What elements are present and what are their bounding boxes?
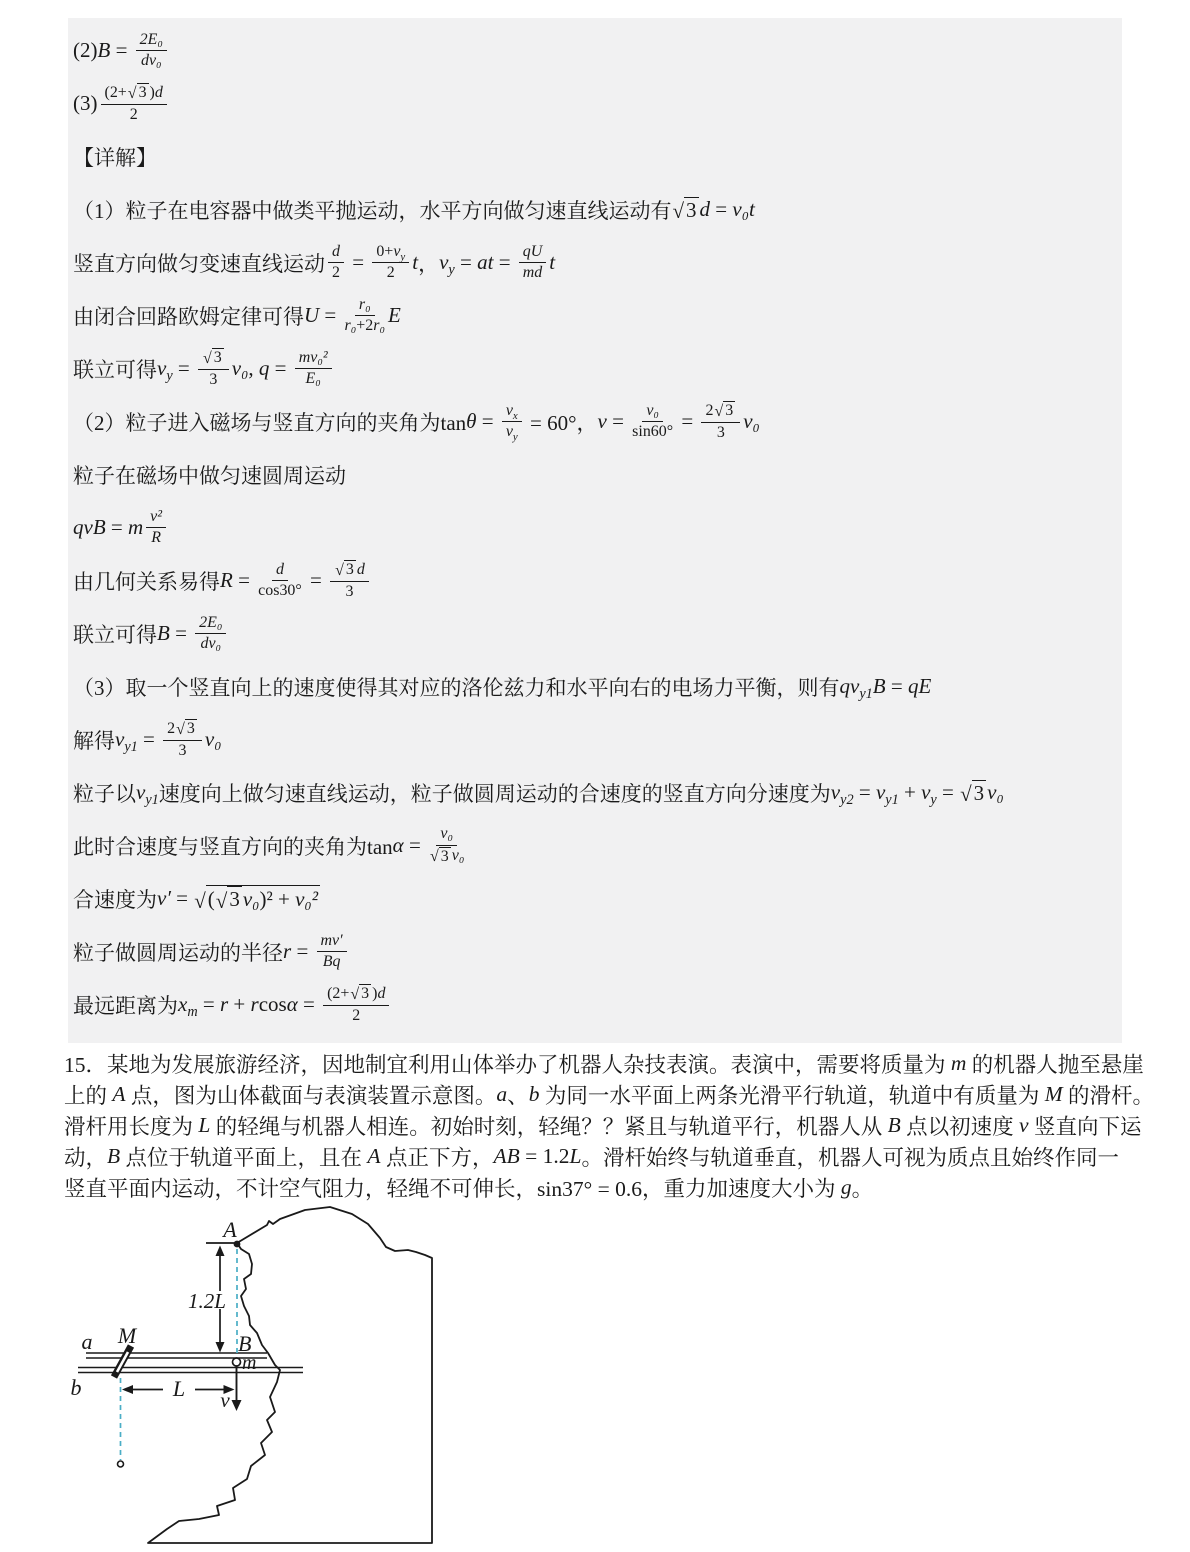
text-run: 竖直向下运 (1028, 1115, 1142, 1139)
text-run: 的滑杆。 (1062, 1084, 1155, 1108)
text-run: = (137, 727, 161, 751)
text-run: 点以初速度 (900, 1115, 1020, 1139)
math-var: $v_y$ (393, 242, 406, 263)
label-rail-b: b (70, 1375, 82, 1400)
label-point-a: A (223, 1217, 237, 1242)
text-run: = (319, 303, 342, 327)
text-run: cos (258, 992, 287, 1016)
text-run: = (454, 250, 478, 274)
text-run: 最远距离为 (73, 993, 178, 1018)
math-run: A (112, 1082, 126, 1106)
text-run: 3 (361, 985, 370, 1003)
text-run: = (169, 621, 193, 645)
fraction (317, 932, 347, 972)
text-run: 由几何关系易得 (73, 569, 220, 594)
text-run: 15．某地为发展旅游经济，因地制宜利用山体举办了机器人杂技表演。表演中，需要将质量为 (64, 1053, 951, 1077)
math-run: v₀ (987, 780, 1004, 804)
formula-line (73, 660, 1114, 713)
formula-line (64, 1172, 1149, 1203)
math-run: AB (493, 1144, 520, 1168)
sqrt: √ 3 (714, 402, 734, 420)
math-run: r₀ (344, 317, 357, 334)
math-run: r (283, 939, 292, 963)
math-run: qE (907, 674, 932, 698)
rail-b (78, 1368, 303, 1373)
label-point-b: B (238, 1331, 252, 1356)
text-run: 点，图为山体截面与表演装置示意图。 (125, 1084, 497, 1108)
text-run: (2+ (327, 984, 350, 1002)
text-run: 粒子以 (73, 781, 136, 806)
math-run: α (392, 833, 404, 857)
math-run: R (220, 568, 233, 592)
problem15-text (64, 1048, 1155, 1203)
solution-lines (73, 24, 1114, 1031)
math-run: q (258, 356, 270, 380)
text-run: = (304, 568, 328, 592)
label-rope-length: L (172, 1376, 186, 1401)
math-run: A (367, 1144, 381, 1168)
text-run: , (248, 356, 259, 380)
sqrt: √ 3 (127, 84, 147, 102)
math-run: v (597, 409, 607, 433)
text-run: 粒子在磁场中做匀速圆周运动 (73, 463, 346, 488)
math-run: dv₀ (200, 635, 222, 652)
math-run: v₀ (242, 886, 260, 911)
text-run: 3 (716, 423, 725, 441)
subscript: m (187, 1004, 198, 1021)
math-run: v₀² (295, 886, 319, 911)
math-run: d (332, 242, 340, 260)
fraction (328, 243, 344, 283)
mountain-outline (148, 1207, 432, 1543)
text-run: 的轻绳与机器人相连。初始时刻，轻绳？？紧且与轨道平行，机器人从 (210, 1115, 888, 1139)
math-run: d (699, 197, 711, 221)
text-run: sin60° (632, 423, 674, 440)
label-velocity: v (220, 1388, 230, 1412)
text-run: 3 (138, 84, 147, 102)
sqrt: √ ( √ 3 v₀ )² + v₀² (194, 886, 319, 913)
text-run: 3 (229, 887, 240, 911)
formula-line (73, 130, 1114, 183)
formula-line (73, 925, 1114, 978)
text-run: 滑杆用长度为 (64, 1115, 199, 1139)
subscript: y (400, 250, 406, 263)
math-run: q (839, 674, 850, 698)
fraction (372, 243, 409, 283)
math-run: 2E₀ (139, 30, 163, 48)
math-run: L (569, 1144, 582, 1168)
math-run: B (157, 621, 170, 645)
text-run: cos30° (258, 582, 302, 599)
subscript: y (448, 262, 455, 279)
text-run: ) (372, 984, 378, 1002)
sqrt: √ 3 (335, 561, 354, 579)
math-run: t (412, 250, 419, 274)
math-var: $v_{y1}$ (850, 674, 873, 703)
text-run: 3 (209, 370, 218, 388)
sqrt: √ 3 (672, 197, 697, 224)
text-run: 3 (725, 402, 734, 420)
math-run: b (528, 1082, 540, 1106)
text-run: （1）粒子在电容器中做类平抛运动，水平方向做匀速直线运动有 (73, 198, 672, 223)
arrowhead-up (216, 1246, 225, 1257)
sqrt: √ 3 (960, 780, 985, 807)
math-run: t (549, 250, 556, 274)
text-run: 【详解】 (73, 145, 157, 170)
math-run: at (477, 250, 494, 274)
math-run: B (97, 38, 111, 62)
fraction (632, 402, 673, 442)
formula-line (73, 342, 1114, 395)
math-var: $v_{y2}$ (830, 780, 854, 809)
text-run: 3 (186, 720, 195, 738)
math-run: qU (522, 242, 543, 260)
math-run: v₀ (743, 409, 760, 433)
text-run: 。 (851, 1177, 874, 1201)
math-run: U (304, 303, 320, 327)
text-run: 的机器人抛至悬崖 (966, 1053, 1144, 1077)
solution-panel (68, 18, 1122, 1043)
text-run: 2 (129, 105, 138, 123)
text-run: 上的 (64, 1084, 113, 1108)
math-run: Bq (322, 953, 341, 970)
fraction (198, 348, 229, 389)
math-var: $v_{y1}$ (115, 727, 138, 756)
math-run: v (1019, 1113, 1029, 1137)
math-run: m (950, 1051, 967, 1075)
subscript: y (512, 431, 518, 444)
formula-line (73, 713, 1114, 766)
math-run: v₀ (440, 825, 454, 843)
text-run: = (232, 568, 256, 592)
math-run: M (1044, 1082, 1063, 1106)
text-run: = 1.2 (519, 1144, 570, 1168)
text-run: +2 (356, 317, 374, 334)
math-run: r (250, 992, 259, 1016)
math-run: α (286, 992, 298, 1016)
text-run: = (710, 197, 733, 221)
math-run: v² (150, 507, 163, 525)
subscript: y (930, 792, 937, 809)
subscript: y2 (840, 792, 854, 809)
label-height: 1.2L (188, 1289, 226, 1313)
text-run: 解得 (73, 728, 115, 753)
text-run: 动， (64, 1146, 108, 1170)
text-run: = (885, 674, 908, 698)
text-run: = 60°， (524, 410, 598, 435)
formula-line (64, 1048, 1149, 1079)
subscript: y (166, 368, 173, 385)
math-run: B (887, 1113, 901, 1137)
subscript: y1 (885, 792, 899, 809)
formula-line (64, 1141, 1149, 1172)
math-run: d (356, 560, 365, 578)
formula-line (73, 448, 1114, 501)
subscript: y1 (145, 792, 159, 809)
text-run: 2 (332, 264, 340, 281)
subscript: y1 (859, 686, 873, 703)
text-run: 为同一水平面上两条光滑平行轨道，轨道中有质量为 (539, 1084, 1045, 1108)
text-run: + (228, 992, 251, 1016)
text-run: = (291, 939, 314, 963)
text-run: = (269, 356, 292, 380)
formula-line (73, 766, 1114, 819)
text-run: ， (418, 251, 440, 276)
math-run: v₀t (732, 197, 755, 221)
text-run: + (898, 780, 922, 804)
math-var: $v_{y1}$ (875, 780, 899, 809)
sqrt: √ 3 (215, 887, 240, 913)
math-run: d (275, 560, 284, 578)
label-slider-mass: M (117, 1323, 137, 1348)
text-run: 速度向上做匀速直线运动，粒子做圆周运动的合速度的竖直方向分速度为 (158, 781, 831, 806)
formula-line (73, 77, 1114, 130)
math-var: $v_y$ (505, 423, 518, 444)
text-run: 0+ (376, 242, 394, 260)
math-run: dv₀ (141, 52, 162, 69)
text-run: = (476, 409, 499, 433)
text-run: (2) (73, 38, 98, 62)
text-run: 2 (386, 264, 395, 281)
robot-circle (233, 1358, 241, 1366)
text-run: 3 (345, 582, 354, 600)
math-run: r₀ (373, 317, 386, 334)
label-robot-mass: m (242, 1352, 257, 1374)
text-run: = (676, 409, 699, 433)
formula-line (73, 395, 1114, 448)
physics-diagram (60, 1205, 480, 1552)
fraction (519, 243, 547, 283)
fraction (330, 560, 369, 601)
math-run: R (151, 529, 161, 546)
math-run: B (872, 674, 886, 698)
text-run: 点正下方， (380, 1146, 494, 1170)
text-run: 3 (973, 780, 985, 805)
formula-line (73, 554, 1114, 607)
text-run: 2 (167, 719, 176, 737)
text-run: 粒子做圆周运动的半径 (73, 940, 283, 965)
text-run: 2 (352, 1006, 361, 1024)
text-run: (2+ (104, 83, 127, 101)
text-run: 竖直平面内运动，不计空气阻力，轻绳不可伸长，sin37° = 0.6，重力加速度大小为 (64, 1177, 841, 1201)
math-run: v₀ (646, 401, 659, 419)
arrowhead-left (122, 1385, 133, 1394)
velocity-arrowhead (232, 1400, 242, 1411)
text-run: 点位于轨道平面上，且在 (120, 1146, 368, 1170)
formula-line (73, 289, 1114, 342)
math-run: v₀ (231, 356, 249, 380)
math-run: mv₀² (298, 348, 328, 366)
math-run: v₀ (204, 727, 222, 751)
math-run: r (219, 992, 229, 1016)
formula-line (73, 978, 1114, 1031)
text-run: 、 (507, 1084, 529, 1108)
math-var: $v_y$ (439, 250, 455, 279)
text-run: 3 (213, 349, 222, 367)
text-run: 3 (345, 561, 354, 579)
sqrt: √ 3 (430, 847, 449, 866)
math-run: r₀ (358, 295, 371, 313)
sqrt: √ 3 (203, 349, 222, 367)
math-var: $v_x$ (505, 401, 518, 422)
text-run: = (346, 250, 370, 274)
fraction (323, 984, 389, 1025)
fraction (195, 614, 226, 654)
text-run: 合速度为 (73, 887, 157, 912)
math-run: B (107, 1144, 121, 1168)
text-run: = (197, 992, 220, 1016)
arrowhead-down (216, 1342, 225, 1353)
text-run: = (110, 38, 133, 62)
fraction (136, 31, 167, 71)
text-run: = (936, 780, 960, 804)
text-run: = (606, 409, 630, 433)
label-rail-a: a (81, 1329, 93, 1354)
text-run: = (105, 515, 128, 539)
math-run: L (198, 1113, 211, 1137)
fraction (345, 296, 386, 336)
math-var: $x_m$ (178, 992, 198, 1021)
fraction (163, 719, 202, 760)
text-run: 。滑杆始终与轨道垂直，机器人可视为质点且始终作同一 (581, 1146, 1119, 1170)
text-run: 3 (686, 197, 697, 222)
rope-end-circle (118, 1461, 124, 1467)
math-run: d (377, 984, 386, 1002)
math-run: m (128, 515, 144, 539)
sqrt: √ 3 (176, 720, 195, 738)
fraction (295, 349, 332, 389)
math-run: a (496, 1082, 508, 1106)
fraction (258, 561, 302, 601)
formula-line (73, 183, 1114, 236)
formula-line (73, 872, 1114, 925)
text-run: = (853, 780, 876, 804)
text-run: ( (207, 886, 215, 911)
formula-line (73, 236, 1114, 289)
text-run: = (403, 833, 427, 857)
text-run: 竖直方向做匀变速直线运动 (73, 251, 325, 276)
math-run: mv′ (320, 931, 343, 949)
formula-line (64, 1110, 1149, 1141)
subscript: y1 (124, 739, 138, 756)
math-var: $v_y$ (157, 356, 173, 385)
math-run: E (388, 303, 401, 327)
fraction (429, 825, 464, 866)
text-run: 联立可得 (73, 622, 157, 647)
math-var: $v_y$ (921, 780, 937, 809)
fraction (701, 401, 740, 442)
math-var: $v_{y1}$ (136, 780, 159, 809)
math-run: g (840, 1175, 852, 1199)
text-run: 联立可得 (73, 357, 157, 382)
math-run: E₀ (305, 370, 321, 387)
sqrt: √ 3 (350, 985, 370, 1003)
subscript: x (512, 409, 518, 422)
formula-line (73, 819, 1114, 872)
math-run: md (522, 264, 543, 281)
math-run: v₀ (451, 847, 465, 864)
text-run: = (297, 992, 321, 1016)
text-run: 3 (440, 847, 449, 865)
formula-line (73, 24, 1114, 77)
text-run: 3 (178, 741, 187, 759)
formula-line (64, 1079, 1155, 1110)
math-run: v′ (157, 886, 171, 910)
text-run: 由闭合回路欧姆定律可得 (73, 304, 304, 329)
math-run: θ (466, 409, 477, 433)
text-run: 2 (705, 401, 714, 419)
fraction (101, 83, 167, 124)
formula-line (73, 501, 1114, 554)
text-run: )² + (259, 886, 296, 911)
text-run: （2）粒子进入磁场与竖直方向的夹角为tan (73, 410, 467, 435)
math-run: qvB (73, 515, 106, 539)
fraction (502, 402, 522, 442)
text-run: = (170, 886, 194, 910)
text-run: ) (149, 83, 155, 101)
text-run: = (172, 356, 196, 380)
text-run: 此时合速度与竖直方向的夹角为tan (73, 834, 393, 859)
fraction (146, 508, 166, 548)
text-run: （3）取一个竖直向上的速度使得其对应的洛伦兹力和水平向右的电场力平衡，则有 (73, 675, 840, 700)
text-run: (3) (73, 91, 98, 115)
math-run: 2E₀ (199, 613, 223, 631)
math-run: d (154, 83, 163, 101)
formula-line (73, 607, 1114, 660)
text-run: = (493, 250, 516, 274)
